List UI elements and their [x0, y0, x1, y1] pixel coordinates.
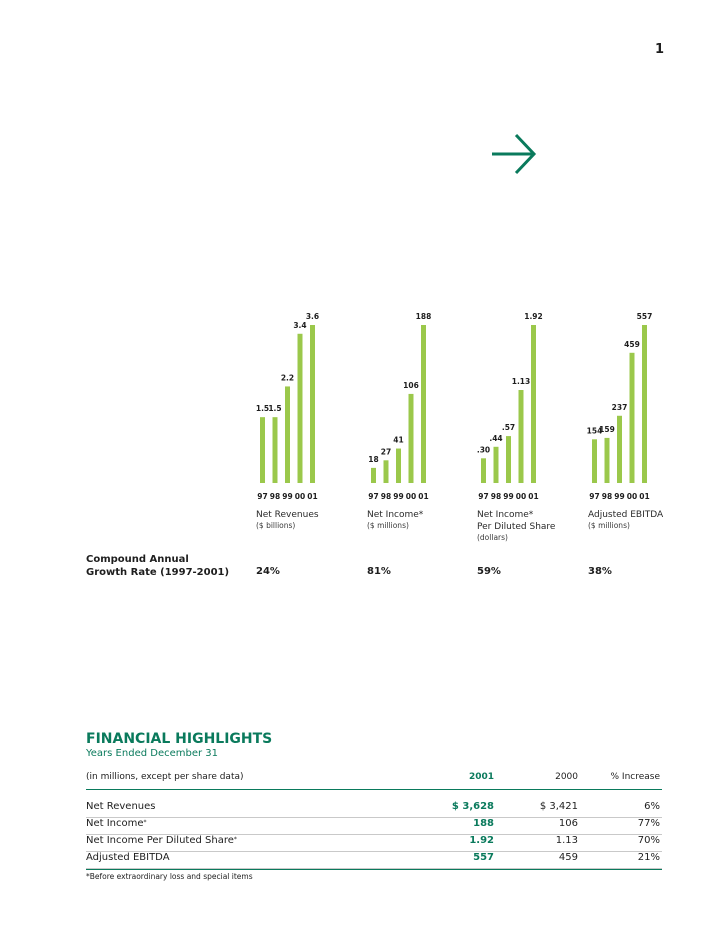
table-header-2000: 2000 [555, 772, 578, 782]
bar-value-label: 154 [586, 426, 603, 436]
bar-99 [506, 436, 511, 483]
x-tick-label: 97 [368, 492, 379, 501]
cagr-value-ebitda: 38% [588, 566, 612, 577]
bar-00 [630, 353, 635, 483]
row-label: Net Income* [86, 818, 147, 829]
table-header-row [86, 772, 662, 788]
x-tick-label: 99 [282, 492, 293, 501]
bar-value-label: 2.2 [280, 373, 295, 383]
x-tick-label: 99 [503, 492, 514, 501]
row-label: Net Revenues [86, 801, 156, 812]
bar-97 [260, 417, 265, 483]
bar-00 [298, 334, 303, 483]
row-value-2001: $ 3,628 [451, 801, 494, 812]
x-tick-label: 97 [478, 492, 489, 501]
bar-value-label: 188 [415, 312, 432, 321]
chart-adjusted-ebitda [588, 300, 688, 560]
bar-value-label: 459 [624, 339, 640, 349]
row-value-2000: $ 3,421 [539, 801, 578, 812]
bar-97 [592, 439, 597, 483]
chart-svg [256, 300, 356, 505]
x-tick-label: 00 [294, 492, 306, 501]
table-header-increase: % Increase [610, 772, 660, 782]
bar-00 [519, 390, 524, 483]
cagr-label-line1: Compound Annual [86, 554, 189, 565]
right-arrow-icon [490, 132, 538, 176]
x-tick-label: 98 [380, 492, 392, 501]
row-value-2001: 188 [473, 818, 494, 829]
x-tick-label: 97 [589, 492, 600, 501]
bar-01 [642, 325, 647, 483]
chart-svg [367, 300, 467, 505]
row-value-increase: 6% [644, 801, 660, 812]
table-header-2001: 2001 [468, 772, 494, 782]
chart-net-income-per-share [477, 300, 577, 560]
bar-value-label: 3.4 [293, 320, 307, 330]
row-value-2000: 1.13 [555, 835, 578, 846]
bar-value-label: 557 [636, 312, 653, 321]
cagr-label [86, 553, 229, 579]
chart-unit: ($ billions) [256, 521, 296, 530]
x-tick-label: 00 [515, 492, 527, 501]
cagr-value-per-share: 59% [477, 566, 501, 577]
bar-98 [273, 417, 278, 483]
bar-00 [409, 394, 414, 483]
bar-01 [421, 325, 426, 483]
chart-net-income [367, 300, 467, 560]
table-row [86, 852, 662, 869]
x-tick-label: 01 [528, 492, 539, 501]
x-tick-label: 98 [601, 492, 613, 501]
table-row [86, 818, 662, 835]
x-tick-label: 99 [393, 492, 404, 501]
bar-value-label: .44 [489, 433, 503, 443]
x-tick-label: 01 [639, 492, 650, 501]
x-tick-label: 98 [490, 492, 502, 501]
bar-98 [605, 438, 610, 483]
row-value-increase: 70% [637, 835, 660, 846]
page-number: 1 [654, 42, 664, 57]
financial-highlights-subtitle: Years Ended December 31 [86, 748, 219, 759]
bar-value-label: 18 [368, 454, 379, 464]
table-row [86, 835, 662, 852]
bar-value-label: 1.5 [255, 404, 270, 414]
bar-97 [371, 468, 376, 483]
bar-value-label: 1.92 [524, 312, 543, 321]
row-value-2001: 1.92 [469, 835, 494, 846]
chart-title: Net Revenues [256, 510, 319, 520]
x-tick-label: 01 [307, 492, 318, 501]
row-value-increase: 77% [637, 818, 660, 829]
cagr-value-net-income: 81% [367, 566, 391, 577]
table-row [86, 801, 662, 818]
chart-unit: (dollars) [477, 533, 508, 542]
chart-unit: ($ millions) [367, 521, 409, 530]
row-label: Net Income Per Diluted Share* [86, 835, 237, 846]
bar-value-label: 1.5 [268, 404, 282, 414]
bar-01 [310, 325, 315, 483]
bar-99 [285, 386, 290, 483]
x-tick-label: 00 [626, 492, 638, 501]
chart-title: Adjusted EBITDA [588, 510, 664, 520]
cagr-value-net-revenues: 24% [256, 566, 280, 577]
bar-value-label: 41 [393, 435, 404, 445]
chart-svg [588, 300, 688, 505]
bar-01 [531, 325, 536, 483]
bar-98 [494, 447, 499, 483]
cagr-label-line2: Growth Rate (1997-2001) [86, 567, 230, 578]
header-divider [86, 789, 662, 790]
row-label: Adjusted EBITDA [86, 852, 170, 863]
chart-title: Net Income* [367, 510, 424, 520]
bar-value-label: 27 [380, 447, 392, 457]
bar-value-label: .30 [476, 445, 491, 455]
footnote: *Before extraordinary loss and special items [86, 872, 253, 881]
row-value-2000: 106 [558, 818, 578, 829]
bar-value-label: 1.13 [511, 377, 531, 387]
bar-98 [384, 460, 389, 483]
x-tick-label: 00 [405, 492, 417, 501]
financial-highlights-title: FINANCIAL HIGHLIGHTS [86, 731, 273, 747]
x-tick-label: 97 [257, 492, 268, 501]
bar-97 [481, 458, 486, 483]
x-tick-label: 98 [269, 492, 281, 501]
row-value-2001: 557 [473, 852, 494, 863]
x-tick-label: 99 [614, 492, 625, 501]
chart-unit: ($ millions) [588, 521, 630, 530]
x-tick-label: 01 [418, 492, 429, 501]
chart-title-line2: Per Diluted Share [477, 522, 556, 532]
row-value-increase: 21% [637, 852, 660, 863]
bar-value-label: 3.6 [305, 312, 320, 321]
bar-value-label: 159 [599, 424, 615, 434]
chart-title: Net Income* [477, 510, 534, 520]
table-bottom-divider [86, 869, 662, 870]
chart-svg [477, 300, 577, 505]
bar-value-label: .57 [501, 423, 516, 433]
table-header-label: (in millions, except per share data) [86, 772, 244, 782]
bar-value-label: 237 [611, 402, 628, 412]
bar-value-label: 106 [403, 380, 419, 390]
chart-net-revenues [256, 300, 356, 560]
financial-highlights-table [86, 772, 662, 870]
bar-99 [396, 449, 401, 483]
bar-99 [617, 416, 622, 483]
row-value-2000: 459 [558, 852, 578, 863]
